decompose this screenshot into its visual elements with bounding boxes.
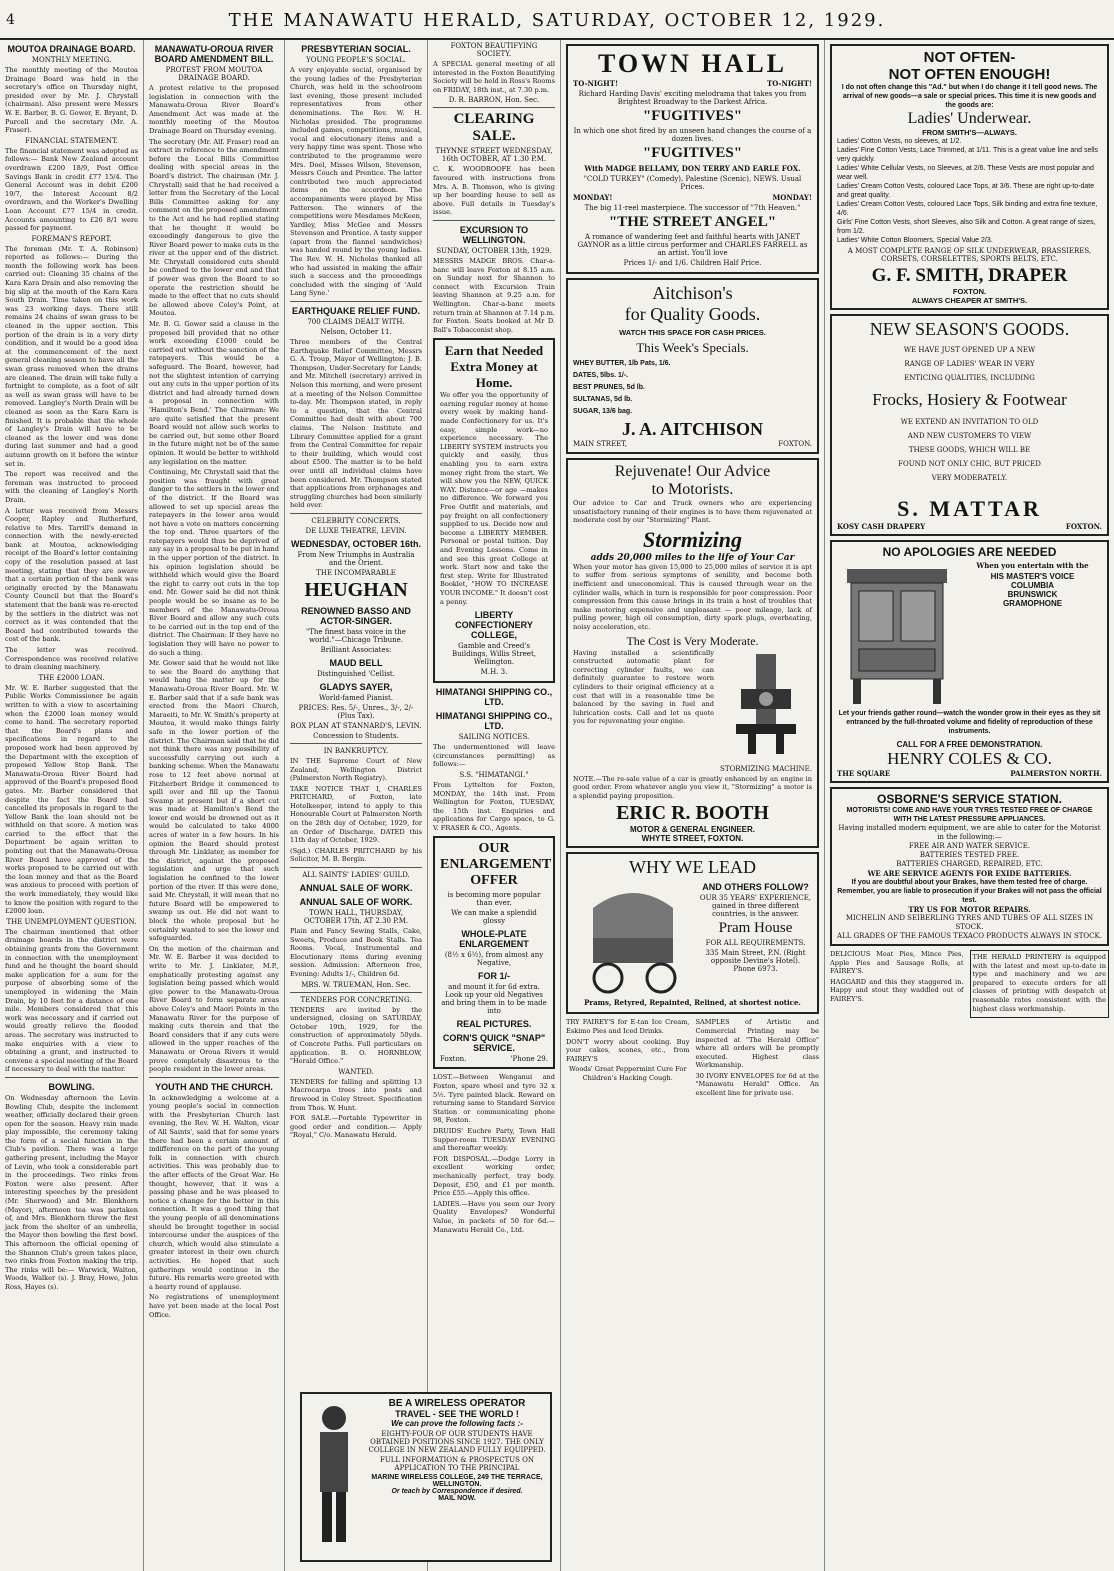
osborne-line: ALL GRADES OF THE FAMOUS TEXACO PRODUCTS ALWAYS IN STOCK.: [837, 932, 1102, 940]
page-number: 4: [6, 12, 15, 28]
guild-signature: MRS. W. TRUEMAN, Hon. Sec.: [301, 980, 411, 989]
aitchison-item: BEST PRUNES, 5d lb.: [573, 384, 645, 391]
booth-paragraph: Having installed a scientifically constructed automatic plant for correcting cylinder faults, we can definitely guarantee to restore worn cylinders to their original efficiency at a cost that will in a reasonable time be balanced by the saving in fuel and lubrication costs. Call and let us quote you for rejuvenating your engine.: [573, 648, 714, 726]
booth-subheading: The Cost is Very Moderate.: [626, 633, 759, 648]
associate-role: World-famed Pianist.: [318, 693, 394, 702]
concert-prices: PRICES: Res. 5/-, Unres., 3/-, 2/- (Plus Tax).: [298, 703, 414, 720]
aitchison-name: J. A. AITCHISON: [621, 419, 764, 439]
concert-artist: HEUGHAN: [304, 578, 408, 601]
article-subheading: THE UNEMPLOYMENT QUESTION.: [6, 917, 137, 926]
classified: FOR DISPOSAL.—Dodge Lorry in excellent working order, mechanically perfect, tray body. Deposit, £50, and £1 per month. Price £55.—Apply this office.: [433, 1154, 555, 1198]
concert-plan: BOX PLAN AT STANNARD'S, LEVIN.: [290, 721, 422, 730]
article-heading: BOWLING.: [48, 1081, 95, 1092]
divider: [433, 107, 555, 108]
mattar-line: WE EXTEND AN INVITATION TO OLD: [900, 418, 1039, 426]
notice-heading: FOXTON BEAUTIFYING SOCIETY.: [450, 42, 538, 58]
town-hall-advert: [566, 44, 819, 274]
booth-advert: [566, 458, 819, 848]
liberty-title: Earn that Needed Extra Money at Home.: [444, 343, 544, 391]
coles-brand: COLUMBIA: [1010, 581, 1055, 590]
article-paragraph: The report was received and the foreman was instructed to proceed with the cleaning of Langley's North Drain.: [5, 470, 138, 504]
dateline: Nelson, October 11.: [320, 328, 392, 337]
monday-left: MONDAY!: [573, 193, 613, 202]
aitchison-town: FOXTON.: [778, 440, 812, 448]
concert-quote: "The finest bass voice in the world."—Chicago Tribune.: [306, 627, 406, 644]
article-paragraph: A letter was received from Messrs Cooper, Rapley and Rutherfurd, relative to Mrs. Tarrill's demand in connection with the newly-erected bank at Moutoa, acknowledging receipt of the Board's letter containing copy of the resolution passed at last meeting, stating that they are aware that a certain portion of the bank was originally erected by the Manawatu County Council but that the Board's statement that the bank was re-erected by the settlers in the district was not correct as it was contended that the Board had contributed towards the cost of the bank.: [5, 506, 138, 644]
enlargement-line: (8½ x 6½), from almost any Negative,: [444, 951, 544, 968]
osborne-line: Having installed modern equipment, we are able to cater for the Motorist in the following:—: [838, 824, 1101, 841]
coles-title: NO APOLOGIES ARE NEEDED: [882, 545, 1057, 559]
coles-line: When you entertain with the: [976, 561, 1089, 570]
mattar-tagline: KOSY CASH DRAPERY: [837, 522, 926, 531]
mattar-line: FOUND NOT ONLY CHIC, BUT PRICED: [898, 460, 1041, 468]
concert-date: WEDNESDAY, OCTOBER 16th.: [290, 538, 422, 549]
wireless-mail: MAIL NOW.: [438, 1495, 476, 1502]
associate-name: MAUD BELL: [329, 657, 383, 668]
osborne-line: MOTORISTS! COME AND HAVE YOUR TYRES TESTED FREE OF CHARGE WITH THE LATEST PRESSURE APPLIANCES.: [846, 807, 1093, 823]
article-paragraph: The foreman (Mr. T. A. Robinson) reported as follows:— During the month the following work has been carried out: Cleaning 35 chains of the Kara Kara Drain and also removing the big slip at the mouth of the Kara Kara South Drain. Time taken on this work was 23 working days. There still remains 24 chains of swan grass to be cleaned in the upper section. This portion of the drain is in a very dirty condition, and it would be a good idea at the commencement of the next general cleaning season to have all the swan grass removed when the drains are cleaned. The drain will take fully a fortnight to complete, as a foot of silt as well as swan grass will have to be removed. Langley's North Drain will be cleaned as soon as the Kara Kara is finished. It is probable that the whole of Langley's Drain will have to be cleaned as the lower end was done during last summer and had a good autumn growth on it before the winter set in.: [5, 244, 138, 468]
smith-tagline: ALWAYS CHEAPER AT SMITH'S.: [911, 296, 1028, 305]
osborne-line: FREE AIR AND WATER SERVICE.: [908, 842, 1031, 850]
classified: DELICIOUS Meat Pies, Mince Pies, Apple Pies and Sausage Rolls, at FAIREY'S.: [830, 950, 964, 976]
article-paragraph: No registrations of unemployment have yet been made at the local Post Office.: [149, 1293, 279, 1319]
guild-title: ANNUAL SALE OF WORK.: [299, 897, 413, 908]
pram-advert: [566, 852, 819, 1014]
enlargement-line: CORN'S QUICK "SNAP" SERVICE.: [442, 1033, 546, 1054]
masthead: [0, 0, 1114, 40]
article-heading: PRESBYTERIAN SOCIAL.: [301, 44, 411, 54]
mattar-line: RANGE OF LADIES' WEAR IN VERY: [904, 360, 1035, 368]
aitchison-advert: [566, 278, 819, 454]
stormizing-logo: Stormizing: [642, 526, 743, 552]
shipping-paragraph: From Lyttelton for Foxton, MONDAY, the 14th inst. From Wellington for Foxton, TUESDAY, the 15th inst. Enquiries and applications for Cargo space, to G. V. FRASER & CO., Agents.: [433, 780, 555, 832]
excursion-heading: EXCURSION TO WELLINGTON.: [459, 224, 529, 245]
gramophone-cabinet-icon: [837, 559, 957, 709]
wireless-body: FULL INFORMATION & PROSPECTUS ON APPLICATION TO THE PRINCIPAL: [380, 1456, 534, 1472]
divider: [290, 513, 422, 514]
article-paragraph: In acknowledging a welcome at a young people's social in connection with the Presbyterian Church last evening, the Rev. W. H. Walton, vicar of All Saints', said that for some years there had been a certain amount of indifference on the part of the young folk in connection with church activities. This was probably due to the after effects of the Great War. He thought, however, that it was a passing phase and he was pleased to notice a change for the better in this connection. It was a good thing that the young people of all denominations should be brought together in social intercourse under the auspices of the church, which would also stimulate a greater interest in their own church activities. He hoped that such gatherings would continue in the future. His remarks were greeted with a hearty round of applause.: [149, 1093, 279, 1291]
aitchison-title: Aitchison's: [652, 283, 733, 303]
smith-item: Ladies' White Cellular Vests, no Sleeves, at 2/6. These Vests are most popular and wear well.: [837, 165, 1094, 181]
guild-title: ANNUAL SALE OF WORK.: [299, 883, 413, 894]
wireless-college: MARINE WIRELESS COLLEGE, 249 THE TERRACE, WELLINGTON.: [371, 1474, 543, 1488]
classified: LADIES.—Have you seen our Ivory Quality Envelopes? Wonderful Value, in packets of 50 for 6d.—Manawatu Herald Co., Ltd.: [433, 1199, 555, 1234]
stormizing-slogan: adds 20,000 miles to the life of Your Car: [590, 552, 795, 563]
smith-item: Ladies' White Cotton Bloomers, Special Value 2/3.: [837, 237, 993, 244]
mattar-heading: Frocks, Hosiery & Footwear: [872, 390, 1067, 409]
article-paragraph: Three members of the Central Earthquake Relief Committee, Messrs G. A. Troup, Mayor of Wellington; J. B. Thompson, Under-Secretary for Lands; and Mr. Mitchell (secretary) arrived in Nelson this morning, and were present at a meeting of the Nelson Committee to-day. Mr. Thompson stated, in reply to a question, that the Central Committee had dealt with about 700 claims. The Nelson Institute and Library Committee applied for a grant from the Central Committee for repair to their building, which would cost about £500. The matter is to be held over until all individual claims have been considered. Mr. Thompson stated that applications from orphanages and struggling churches had been similarly held over.: [290, 338, 422, 510]
booth-sub: MOTOR & GENERAL ENGINEER.: [629, 825, 756, 835]
booth-note: NOTE.—The re-sale value of a car is greatly enhanced by an engine in good order. From whatever angle you view it, "Stormizing" a motor is a splendid paying proposition.: [573, 774, 812, 800]
column-6: [824, 40, 1114, 1571]
coles-address-right: PALMERSTON NORTH.: [1010, 769, 1102, 778]
pram-icon: [573, 878, 693, 996]
smith-name: G. F. SMITH, DRAPER: [871, 265, 1068, 286]
pram-line: AND OTHERS FOLLOW?: [702, 882, 809, 893]
booth-paragraph: Our advice to Car and Truck owners who are experiencing unsatisfactory running of their engines is to have them rejuvenated at moderate cost by our "Stormizing" Plant.: [573, 499, 812, 525]
coles-brand: BRUNSWICK: [1007, 590, 1058, 599]
wireless-correspondence: Or teach by Correspondence if desired.: [391, 1488, 523, 1495]
concert-concession: Concession to Students.: [313, 731, 399, 740]
divider: [290, 867, 422, 868]
shipping-sub: SAILING NOTICES.: [458, 733, 530, 742]
sale-paragraph: C. K. WOODROOFE has been favoured with instructions from Mrs. A. B. Thomson, who is giving up her boarding house to sell as above. Full details in Tuesday's issue.: [433, 165, 555, 217]
divider: [5, 1077, 138, 1078]
pram-line: 335 Main Street, P.N. (Right opposite Devine's Hotel). Phone 6973.: [705, 949, 806, 974]
smith-town: FOXTON.: [952, 287, 987, 296]
notice-heading: WANTED.: [338, 1067, 374, 1076]
article-paragraph: The secretary (Mr. Alf. Fraser) read an extract in reference to the amendment before the Local Bills Committee dealing with special areas in the Board's district. The chairman (Mr. J. Chrystall) said that he had received a letter from the Secretary of the Local Bills Committee asking for any comment on the proposed amendment to the Act and he had replied stating that he thought it would be exceedingly dangerous to give the River Board power to make cuts in the river at the upper end of the district. Mr. Chrystall considered cuts should be confined to the lower end and that if power was given the Board to so operate the restriction should be made to the effect that no cuts should be allowed above Coley's Point, at Moutoa.: [149, 137, 279, 318]
wireless-facts: We can prove the following facts :-: [391, 1419, 523, 1428]
osborne-line: BATTERIES TESTED FREE.: [919, 851, 1020, 859]
enlargement-title: ENLARGEMENT: [440, 857, 552, 873]
article-subheading: 700 CLAIMS DEALT WITH.: [307, 318, 405, 327]
divider: [290, 301, 422, 302]
column-5: [561, 40, 824, 1571]
liberty-advert: [433, 338, 555, 683]
sailor-figure-icon: [306, 1398, 362, 1548]
article-paragraph: The financial statement was adopted as follows:— Bank New Zealand account overdrawn £200 18/9, Post Office Savings Bank in credit £77 15/4. The General Account was in debit £200 19/7, the Interest Account 8/2 overdrawn, and the Worker's Dwelling Loan Account £77 15/4 in credit. Accounts amounting to £26 8/1 were passed for payment.: [5, 146, 138, 233]
article-subheading: PROTEST FROM MOUTOA DRAINAGE BOARD.: [165, 66, 263, 82]
liberty-address: Gamble and Creed's Buildings, Willis Street, Wellington.: [451, 642, 536, 667]
masthead-title: THE MANAWATU HERALD, SATURDAY, OCTOBER 12, 1929.: [228, 10, 886, 31]
stormizing-machine-icon: [726, 649, 806, 759]
osborne-advert: [830, 787, 1109, 946]
enlargement-phone: 'Phone 29.: [510, 1055, 548, 1064]
classified: 30 IVORY ENVELOPES for 6d at the "Manawatu Herald" Office. An excellent line for private use.: [695, 1071, 819, 1098]
classified: SAMPLES of Artistic and Commercial Printing may be inspected at "The Herald Office" where all orders will be promptly executed. Highest class Workmanship.: [695, 1018, 819, 1070]
tonight-right: TO-NIGHT!: [766, 79, 812, 88]
smith-item: Girls' Fine Cotton Vests, short Sleeves, also Silk and Cotton. A great range of sizes, from 1/2.: [837, 219, 1096, 235]
smith-advert: [830, 44, 1109, 310]
classified: THE HERALD PRINTERY is equipped with the latest and most up-to-date in type and machinery and we are prepared to execute orders for all classes of printing with despatch at reasonable rates consistent with the highest class workmanship.: [972, 953, 1106, 1013]
column-3: [285, 40, 428, 1571]
film-support: "COLD TURKEY" (Comedy), Palestine (Scenic), NEWS. Usual Prices.: [583, 175, 802, 191]
coles-body: Let your friends gather round—watch the wonder grow in their eyes as they sit entranced by the full-throated volume and fidelity of reproduction of these instruments.: [838, 710, 1101, 735]
shipping-heading: HIMATANGI SHIPPING CO., LTD.: [435, 687, 553, 708]
smith-range: A MOST COMPLETE RANGE OF SILK UNDERWEAR, BRASSIERES, CORSETS, CORSELETTES, SPORTS BELTS, ETC.: [847, 247, 1092, 263]
divider: [290, 992, 422, 993]
smith-title: NOT OFTEN ENOUGH!: [888, 66, 1051, 83]
mattar-line: AND NEW CUSTOMERS TO VIEW: [907, 432, 1032, 440]
booth-address: WHYTE STREET, FOXTON.: [641, 834, 744, 844]
film-description: In which one shot fired by an unseen hand changes the course of a dozen lives.: [573, 127, 812, 143]
enlargement-advert: [433, 836, 555, 1069]
column-1: [0, 40, 144, 1571]
concert-heading: CELEBRITY CONCERTS.: [311, 516, 401, 525]
aitchison-item: DATES, 5lbs. 1/-.: [573, 372, 629, 379]
wireless-subtitle: TRAVEL - SEE THE WORLD !: [395, 1409, 519, 1419]
article-paragraph: A very enjoyable social, organised by the young ladies of the Presbyterian Church, was held in the schoolroom last evening, those present included representatives from other denominations. The Rev. W. H. Nicholas presided. The programme included games, competitions, musical, vocal and elocutionary items and a very happy time was spent. Those who contributed to the programme were Mrs. Doel, Misses Wilson, Stevenson, Messrs Couch and Prentice. The latter contributed two much appreciated items on the accordeon. The accompaniments were played by Miss Patterson. The winners of the competitions were Mesdames McKeen, Yardley, Miss McGee and Messrs Stevenson and Prentice. A tasty supper (apart from the flannel sandwiches) was handed round by the young ladies. The Rev. W. H. Nicholas thanked all who had assisted in making the affair such a success and the proceedings concluded with the singing of 'Auld Lang Syne.': [290, 66, 422, 298]
classified: LOST.—Between Wenganui and Foxton, spare wheel and tyre 32 x 5½. Tyre painted black. Reward on returning same to Standard Service Station or communicating phone 98, Foxton.: [433, 1073, 555, 1125]
classified: Woods' Great Peppermint Cure For Children's Hacking Cough.: [569, 1065, 687, 1082]
shipping-paragraph: The undermentioned will leave (circumstances permitting) as follows:—: [433, 743, 555, 769]
enlargement-price: FOR 1/-: [477, 971, 510, 982]
shipping-heading: HIMATANGI SHIPPING CO., LTD.: [435, 711, 553, 732]
article-paragraph: A protest relative to the proposed legislation in connection with the Manawatu-Oroua River Board's Amendment Act was made at the monthly meeting of the Moutoa Drainage Board on Thursday evening.: [149, 84, 279, 135]
pram-name: Pram House: [718, 920, 793, 937]
article-subheading: FINANCIAL STATEMENT.: [25, 136, 118, 145]
excursion-paragraph: MESSRS MADGE BROS. Char-a-banc will leave Foxton at 8.15 a.m. on Sunday next for Shannon to connect with Excursion Train leaving Shannon at 9.25 a.m. for Wellington. Char-a-banc meets return train at Shannon at 7.14 p.m. for Foxton. Seats booked at Mr D. Ball's Tobacconist shop.: [433, 256, 555, 334]
smith-item: Ladies' Fine Cotton Vests, Lace Trimmed, at 1/11. This is a great value line and sells very quickly.: [837, 147, 1098, 163]
enlargement-title: OUR: [478, 841, 510, 857]
notice-paragraph: TENDERS for falling and splitting 13 Macrocarpa trees into posts and firewood in Coley Street. Specification from Thos. W. Hunt.: [290, 1077, 422, 1112]
notice-paragraph: FOR SALE.—Portable Typewriter in good order and condition.— Apply "Royal," C/o. Manawatu Herald.: [290, 1114, 422, 1140]
column-4: [428, 40, 561, 1571]
osborne-line: BATTERIES CHARGED, REPAIRED, ETC.: [896, 860, 1043, 868]
mattar-town: FOXTON.: [1065, 522, 1102, 531]
smith-item: Ladies' Cream Cotton Vests, coloured Lace Tops, at 3/6. These are right up-to-date and great quality.: [837, 183, 1095, 199]
article-paragraph: The chairman mentioned that other drainage boards in the district were obtaining grants from the Government in connection with the unemployment fund and he thought the board should make application for a sum for the purpose of absorbing some of the unemployed in widening the Main Drain, by 10 feet for a distance of one mile. Members considered that this work was necessary and if carried out would greatly relieve the flooded areas. The secretary was instructed to make enquiries with a view to obtaining a grant, and instructed to convene a special meeting of the Board if necessary to deal with the matter.: [5, 927, 138, 1074]
concert-role: RENOWNED BASSO AND ACTOR-SINGER.: [301, 605, 411, 626]
concert-from: From New Triumphs in Australia and the Orient.: [297, 550, 415, 567]
osborne-line: If you are doubtful about your Brakes, have them tested free of charge. Remember, you are liable to prosecution if your Brakes will not pass the official test.: [837, 879, 1102, 904]
liberty-code: M.H. 3.: [480, 668, 508, 677]
article-paragraph: Mr. B. G. Gower said a clause in the proposed bill provided that no other work exceeding £1000 could be carried out without the sanction of the ratepayers. This would be a safeguard. The Board, however, had not the slightest intention of carrying out any cuts in the upper portion of its district and had already turned down a proposal in connection with 'Hamilton's Bend.' The Chairman: We are quite satisfied that the present Board would not allow such works to be carried out, but some other Board in the future might not be of the same opinion. It would be better to withhold any legislation on the matter.: [149, 320, 279, 466]
notice-paragraph: IN THE Supreme Court of New Zealand, Wellington District (Palmerston North Registry).: [290, 756, 422, 783]
aitchison-item: SUGAR, 13/6 bag.: [573, 408, 633, 415]
booth-title: Rejuvenate! Our Advice: [614, 463, 771, 480]
article-subheading: MONTHLY MEETING.: [31, 56, 112, 64]
notice-paragraph: (Sgd.) CHARLES PRITCHARD by his Solicitor, M. B. Bergin.: [290, 846, 422, 864]
guild-body: Plain and Fancy Sewing Stalls, Cake, Sweets, Produce and Book Stalls. Tea Rooms. Vocal, Instrumental and Elocutionary items during evening session. Admission: Afternoon free, Evening: Adults 1/-, Children 6d.: [290, 927, 422, 978]
article-heading: EARTHQUAKE RELIEF FUND.: [292, 306, 420, 317]
sale-when: THYNNE STREET WEDNESDAY, 16th OCTOBER, AT 1.30 P.M.: [435, 147, 553, 164]
divider: [290, 743, 422, 744]
tonight-left: TO-NIGHT!: [573, 79, 619, 88]
film-description: Richard Harding Davis' exciting melodrama that takes you from Brightest Broadway to the Darkest Africa.: [578, 90, 807, 106]
osborne-line: TRY US FOR MOTOR REPAIRS.: [908, 905, 1031, 914]
film-title: "THE STREET ANGEL": [608, 214, 777, 230]
smith-from: FROM SMITH'S—ALWAYS.: [922, 128, 1017, 137]
wireless-advert: [300, 1392, 552, 1562]
article-paragraph: The monthly meeting of the Moutoa Drainage Board was held in the secretary's office on Thursday night, presided over by Mr. J. Chrystall (chairman). Also present were Messrs W. E. Barber, B. G. Gower, E. Bryant, D. Purcell and the secretary (Mr. A. Fraser).: [5, 66, 138, 135]
article-subheading: FOREMAN'S REPORT.: [31, 234, 112, 243]
classified: DRUIDS' Euchre Party, Town Hall Supper-room TUESDAY EVENING and thereafter weekly.: [433, 1127, 555, 1153]
enlargement-line: WHOLE-PLATE ENLARGEMENT: [459, 929, 529, 950]
concert-associates: Brilliant Associates:: [320, 645, 392, 654]
mattar-title: NEW SEASON'S GOODS.: [869, 319, 1070, 339]
smith-item: Ladies' Cotton Vests, no sleeves, at 1/2.: [837, 138, 962, 145]
coles-name: HENRY COLES & CO.: [887, 749, 1052, 768]
film-title: "FUGITIVES": [642, 108, 743, 124]
notice-paragraph: TENDERS are invited by the undersigned, closing on SATURDAY, October 19th, 1929, for the construction of approximately 50yds. of Concrete Paths. Full particulars on application. B. O. HORNBLOW, "Herald Office.": [290, 1005, 422, 1066]
notice-heading: TENDERS FOR CONCRETING.: [300, 995, 412, 1004]
aitchison-street: MAIN STREET,: [573, 440, 628, 448]
divider: [149, 1077, 279, 1078]
mattar-line: ENTICING QUALITIES, INCLUDING: [904, 374, 1035, 382]
smith-intro: I do not often change this "Ad." but when I do change it I tell good news. The arrival of new goods—a sale or special prices. This time it is new goods and the goods are:: [841, 84, 1098, 109]
coles-brand: GRAMOPHONE: [1002, 599, 1063, 608]
article-paragraph: The letter was received. Correspondence was received relative to drain cleaning machinery.: [5, 646, 138, 672]
article-heading: MANAWATU-OROUA RIVER BOARD AMENDMENT BILL.: [154, 44, 274, 64]
concert-venue: DE LUXE THEATRE, LEVIN.: [305, 526, 407, 535]
article-paragraph: Continuing, Mr. Chrystall said that the position was fraught with great danger to the settlers in the lower end of the district. If the Board was allowed to set up special areas the ratepayers in the lower area would not have a vote on matters concerning the top end. Three quarters of the ratepayers would thus be deprived of any say in a proposal to be put in hand in the upper portion of the district. In his opinion legislation should be withheld which would give the Board the right to carry out cuts in the top end. Mr. Gower said he did not think people would be so insane as to be members of the Manawatu-Oroua River Board and allow any such cuts to be carried out in the top end of the district. The Chairman: If they have no legislation they will have no power to do such a thing.: [149, 468, 279, 657]
film-prices: Prices 1/- and 1/6. Children Half Price.: [623, 259, 762, 267]
enlargement-line: and mount it for 6d extra. Look up your old Negatives and bring them in to be made into: [441, 983, 547, 1016]
classified: HAGGARD and this they staggered in. Happy and stout they waddled out of FAIREY'S.: [830, 977, 964, 1003]
aitchison-title: for Quality Goods.: [624, 304, 761, 324]
osborne-title: OSBORNE'S SERVICE STATION.: [877, 792, 1062, 806]
coles-address-left: THE SQUARE: [837, 769, 891, 778]
mattar-line: WE HAVE JUST OPENED UP A NEW: [903, 346, 1036, 354]
pram-line: OUR 35 YEARS' EXPERIENCE, gained in three different countries, is the answer.: [699, 894, 812, 919]
mattar-name: S. MATTAR: [897, 496, 1042, 521]
pram-footer: Prams, Retyred, Repainted, Relined, at shortest notice.: [584, 998, 801, 1008]
smith-title: NOT OFTEN-: [923, 49, 1016, 66]
wireless-body: EIGHTY-FOUR OF OUR STUDENTS HAVE OBTAINED POSITIONS SINCE 1927. THE ONLY COLLEGE IN NEW ZEALAND FULLY EQUIPPED.: [368, 1430, 546, 1454]
booth-paragraph: When your motor has given 15,000 to 25,000 miles of service it is apt to suffer from serious symptoms of senility, and become both inefficient and uneconomical. This is caused through wear on the cylinder walls, which in turn is responsible for poor compression. Poor compression from this cause brings in its train a host of troubles that make motoring expensive and unpleasant — poor mileage, lack of pulling power, high oil consumption, dirty spark plugs, overheating, noisy acceleration, etc.: [573, 562, 812, 631]
notice-paragraph: TAKE NOTICE THAT I, CHARLES PRITCHARD, of Foxton, late Hotelkeeper, intend to apply to this Honourable Court at Palmerston North on the 28th day of October, 1929, for an Order of Discharge. DATED this 11th day of October, 1929.: [290, 784, 422, 845]
article-paragraph: On Wednesday afternoon the Levin Bowling Club, despite the inclement weather, officially declared their green open for the season. Heavy rain made play impossible, the ceremony taking the form of a social function in the Club's pavilion. There was a large gathering present, including the Mayor of Levin, who took a considerable part in the proceedings. Two rinks from Foxton were also present. After interesting speeches by the president (Mr. Sherwood) and Mr. Blenkhorn (Mayor), afternoon tea was partaken of, and Mrs. Blenkhorn threw the first jack from the shelter of an umbrella, the Mayor then bowling the first bowl. This afternoon the official opening of the Shannon Club's green takes place, two rinks from Foxton making the trip. The rinks will be:— Warwick, Walton, Woods, Walker (s). J. Bray, Howe, John Ross, Hayes (s).: [5, 1093, 138, 1291]
article-paragraph: Mr. Gower said that he would not like to see the Board do anything that would hang the matter up for the Manawatu-Oroua River Board. Mr. W. E. Barber said that if a safe bank was erected from the Maori Church, Maraeiti, to Mr. W. Smith's property at Moutoa, it would make things fairly safe in the lower portion of the district. The Chairman said that he did not think there was any possibility of successfully carrying out such a banking scheme. When the Manawatu rose to 12 feet above normal at Fitzherbert Bridge it commenced to spill over and fill up the Taonui Swamp at present but if a short cut was made at Hamilton's Bend the lower end would be drowned out as it would be calculated to take 4000 acres of water in a few hours. In his opinion the Board should protest through Mr. Linklater, as member for the district, against the proposed legislation and urge that such legislation be confined to the lower portion of the river. If this were done, said Mr. Chrystall, it will mean that no future Board will be empowered to swamp us out. He did not want to block the whole proposal but he certainly wanted to see the lower end safeguarded.: [149, 659, 279, 943]
guild-heading: ALL SAINTS' LADIES' GUILD.: [302, 871, 410, 880]
osborne-line: WE ARE SERVICE AGENTS FOR EXIDE BATTERIES.: [867, 869, 1072, 878]
film-description: The big 11-reel masterpiece. The successor of "7th Heaven.": [584, 204, 801, 212]
aitchison-item: SULTANAS, 5d lb.: [573, 396, 633, 403]
excursion-date: SUNDAY, OCTOBER 13th, 1929.: [436, 246, 552, 255]
coles-call: CALL FOR A FREE DEMONSTRATION.: [896, 740, 1043, 749]
pram-line: FOR ALL REQUIREMENTS.: [705, 939, 806, 948]
aitchison-watch: WATCH THIS SPACE FOR CASH PRICES.: [619, 328, 766, 337]
mattar-line: VERY MODERATELY.: [931, 474, 1008, 482]
liberty-body: We offer you the opportunity of earning regular money at home every week by making hand-made Confectionery for us. It's easy, simple work—no experience necessary. The LIBERTY SYSTEM instructs you quickly and easily, thus enabling you to earn extra money right from the start. We will show you the NEW, QUICK WAY. Distance—or age —makes no difference. We forward you Free Outfit and materials, and pay freight on all confectionery supplied to us. Decide now and become a LIBERTY MEMBER. Personal or postal tuition. Day and Evening Lessons. Come in and see this great College at work. Start now and take the first step. Write for Illustrated Booklet, "HOW TO INCREASE YOUR INCOME." It doesn't cost a penny.: [440, 391, 548, 606]
enlargement-title: OFFER: [470, 873, 518, 889]
notice-heading: IN BANKRUPTCY.: [323, 746, 389, 755]
machine-caption: STORMIZING MACHINE.: [720, 764, 812, 773]
smith-item: Ladies' Cream Cotton Vests, coloured Lace Tops, Silk binding and extra fine texture, 4/6.: [837, 201, 1098, 217]
osborne-line: MICHELIN AND SEIBERLING TYRES AND TUBES OF ALL SIZES IN STOCK.: [845, 914, 1094, 931]
booth-title: to Motorists.: [651, 481, 734, 498]
divider: [433, 220, 555, 221]
article-heading: YOUTH AND THE CHURCH.: [155, 1081, 273, 1092]
classified: TRY FAIREY'S for E-tan Ice Cream, Eskimo Pies and Iced Drinks.: [566, 1018, 690, 1035]
wireless-title: BE A WIRELESS OPERATOR: [388, 1398, 526, 1409]
liberty-company: LIBERTY CONFECTIONERY COLLEGE,: [455, 610, 533, 641]
article-heading: MOUTOA DRAINAGE BOARD.: [7, 44, 136, 54]
associate-role: Distinguished 'Cellist.: [317, 669, 395, 678]
film-description: A romance of wandering feet and faithful hearts with JANET GAYNOR as a little circus performer and CHARLES FARRELL as an artist. You'll love: [577, 233, 808, 257]
ship-name: S.S. "HIMATANGI.": [459, 770, 529, 779]
associate-name: GLADYS SAYER,: [319, 681, 393, 692]
monday-right: MONDAY!: [772, 193, 812, 202]
mattar-advert: [830, 314, 1109, 536]
guild-when: TOWN HALL, THURSDAY, OCTOBER 17th, AT 2.30 P.M.: [303, 909, 409, 926]
film-title: "FUGITIVES": [642, 145, 743, 161]
article-paragraph: On the motion of the chairman and Mr. W. E. Barber it was decided to write to Mr. J. Linklater, M.P., emphatically protesting against any legislation being passed which would give power to the Manawatu-Oroua River Board to form separate areas above Coley's and Maori Points in the Manawatu River for the purpose of making cuts therein and that the Board considers that if any cuts were allowed in the upper reaches of the Manawatu or Oroua Rivers it would prove completely disastrous to the people resident in the lower areas.: [149, 944, 279, 1074]
enlargement-line: REAL PICTURES.: [456, 1019, 532, 1030]
enlargement-line: We can make a splendid glossy: [451, 909, 537, 926]
aitchison-item: WHEY BUTTER, 1lb Pats, 1/6.: [573, 360, 671, 367]
concert-the: THE INCOMPARABLE: [316, 568, 396, 577]
mattar-line: THESE GOODS, WHICH WILL BE: [908, 446, 1031, 454]
pram-title: WHY WE LEAD: [629, 857, 756, 878]
aitchison-specials: This Week's Specials.: [636, 340, 749, 355]
smith-heading: Ladies' Underwear.: [907, 110, 1032, 127]
column-2: [144, 40, 285, 1571]
coles-advert: [830, 540, 1109, 783]
article-paragraph: Mr. W. E. Barber suggested that the Public Works Commissioner be again written to with a view to ascertaining when the £2000 loan money would come to hand. The secretary reported that the Board's plans and specifications in regard to the proposed work had been approved by the Department with the exception of proposed Yellow Stop Bank. The Manawatu-Oroua River Board had approved of the Board's proposed flood gates. Mr. Barber considered that despite the fact the Board had cancelled its proposals in regard to the Yellow Bank the loan should not be withheld on that score. A motion was carried to the effect that the Department be again written to pointing out that the Manawatu-Oroua River Board have approved of the works proposed to be carried out with the loan money and that as the Board was anxious to proceed with portion of the work immediately, they would like to know the position with regard to the £2000 loan.: [5, 683, 138, 916]
town-hall-title: TOWN HALL: [597, 49, 788, 78]
film-cast: With MADGE BELLAMY, DON TERRY AND EARLE FOX.: [584, 164, 801, 173]
article-subheading: THE £2000 LOAN.: [38, 673, 105, 682]
classified: DON'T worry about cooking. Buy your cakes, scones, etc., from FAIREY'S: [566, 1037, 690, 1063]
booth-name: ERIC R. BOOTH: [616, 802, 769, 825]
enlargement-line: is becoming more popular than ever.: [447, 891, 541, 908]
sale-heading: CLEARING SALE.: [453, 111, 535, 145]
concert-advert: [290, 517, 422, 740]
article-subheading: YOUNG PEOPLE'S SOCIAL.: [306, 56, 406, 64]
coles-brand: HIS MASTER'S VOICE: [990, 572, 1075, 581]
notice-signature: D. R. BARRON, Hon. Sec.: [448, 96, 540, 105]
notice-paragraph: A SPECIAL general meeting of all interested in the Foxton Beautifying Society will be held in Ross's Rooms on FRIDAY, 18th inst., at 7.30 p.m.: [433, 60, 555, 94]
enlargement-town: Foxton.: [440, 1055, 467, 1064]
